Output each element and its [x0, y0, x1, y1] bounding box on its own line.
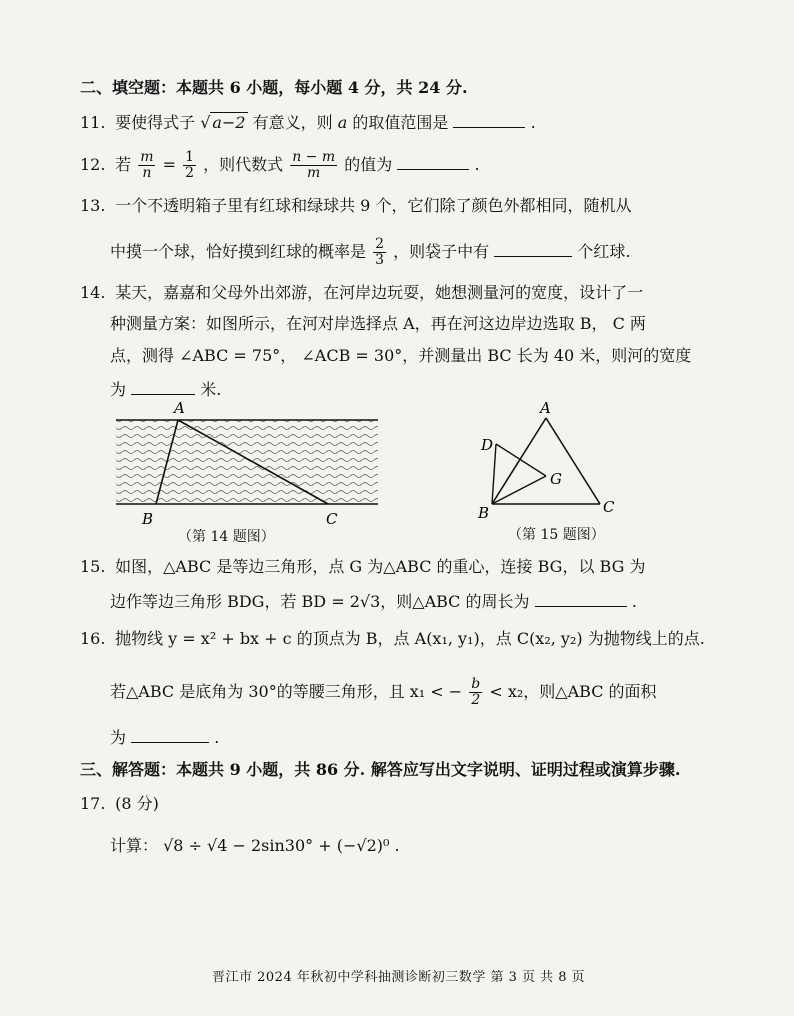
fraction-two-thirds: [373, 237, 386, 268]
question-17-expression: [110, 835, 400, 857]
point-label-c: C: [603, 498, 615, 516]
point-label-b: B: [142, 510, 154, 528]
numerator: 2: [375, 236, 385, 252]
answer-blank[interactable]: [131, 378, 195, 395]
equals-sign: =: [162, 155, 176, 174]
denominator: n: [142, 165, 152, 181]
question-number: 17.: [80, 794, 106, 813]
question-text: < x₂，则△ABC 的面积: [489, 682, 657, 701]
answer-blank[interactable]: [397, 153, 469, 170]
question-text: 为: [110, 728, 127, 747]
river-water: [116, 420, 378, 504]
question-text: 一个不透明箱子里有红球和绿球共 9 个，它们除了颜色外都相同，随机从: [115, 196, 632, 215]
numerator: n − m: [292, 149, 336, 165]
side-ab: [492, 418, 546, 504]
figure-15-triangle-diagram: [470, 400, 620, 522]
point-label-c: C: [326, 510, 338, 528]
radicand: a−2: [212, 113, 246, 132]
question-16-line-3: [110, 726, 219, 749]
question-end: .: [631, 592, 637, 611]
point-label-b: B: [478, 504, 490, 522]
question-text: 边作等边三角形 BDG，若 BD = 2√3，则△ABC 的周长为: [110, 592, 530, 611]
segment-dg: [496, 444, 546, 476]
question-text: 种测量方案：如图所示，在河对岸选择点 A，再在河这边岸边选取 B， C 两: [110, 314, 646, 333]
question-number: 13.: [80, 196, 106, 215]
question-number: 14.: [80, 283, 106, 302]
question-text: 若: [115, 155, 132, 174]
question-17-header: [80, 793, 159, 815]
section-heading-solutions: [80, 759, 680, 781]
question-end: .: [530, 113, 536, 132]
fraction-n-minus-m-over-m: [290, 150, 337, 181]
point-label-a: A: [540, 400, 551, 417]
question-end: .: [214, 728, 220, 747]
fraction-m-over-n: [138, 150, 155, 181]
figure-14-river-diagram: [110, 400, 390, 530]
question-15-line-1: [80, 556, 645, 578]
denominator: 3: [375, 252, 385, 268]
figure-15-caption: （第 15 题图）: [508, 527, 605, 543]
section-heading-text: 二、填空题：本题共 6 小题，每小题 4 分，共 24 分.: [80, 78, 468, 97]
sqrt-expression: √ a−2: [200, 113, 246, 132]
section-heading-text: 三、解答题：本题共 9 小题，共 86 分. 解答应写出文字说明、证明过程或演算步骤.: [80, 760, 681, 779]
question-points: (8 分): [115, 794, 159, 813]
question-12: [80, 150, 480, 181]
fraction-one-half: [183, 150, 196, 181]
question-end: .: [474, 155, 480, 174]
denominator: 2: [185, 165, 194, 181]
fraction-b-over-2: [469, 677, 482, 708]
question-number: 16.: [80, 629, 106, 648]
question-14-line-1: [80, 282, 643, 304]
side-ac: [546, 418, 600, 504]
point-label-a: A: [174, 400, 185, 417]
answer-blank[interactable]: [453, 111, 525, 128]
question-text: 要使得式子: [115, 113, 196, 132]
answer-blank[interactable]: [494, 240, 572, 257]
denominator: 2: [471, 692, 481, 708]
question-text: 计算： √8 ÷ √4 − 2sin30° + (−√2)⁰ .: [110, 836, 400, 855]
question-text: 某天，嘉嘉和父母外出郊游，在河岸边玩耍，她想测量河的宽度，设计了一: [115, 283, 644, 302]
question-text: 有意义，则: [252, 113, 333, 132]
question-11: [80, 111, 536, 134]
question-text: 抛物线 y = x² + bx + c 的顶点为 B，点 A(x₁, y₁)，点 C(x₂, y₂) 为抛物线上的点.: [115, 629, 705, 648]
variable: a: [337, 113, 348, 132]
figure-14-caption: （第 14 题图）: [178, 529, 275, 545]
page-footer: 晋江市 2024 年秋初中学科抽测诊断初三数学 第 3 页 共 8 页: [212, 970, 586, 985]
answer-blank[interactable]: [131, 726, 209, 743]
question-text: 的取值范围是: [352, 113, 449, 132]
numerator: b: [471, 676, 481, 692]
answer-blank[interactable]: [535, 590, 627, 607]
section-heading-fill-in: [80, 77, 468, 99]
question-16-line-2: [110, 677, 657, 708]
question-13-line-1: [80, 195, 631, 217]
question-14-line-3: [110, 345, 691, 367]
question-text: 如图，△ABC 是等边三角形，点 G 为△ABC 的重心，连接 BG，以 BG 为: [115, 557, 646, 576]
numerator: 1: [185, 149, 194, 165]
question-number: 15.: [80, 557, 106, 576]
question-text: ，则代数式: [203, 155, 284, 174]
question-15-line-2: [110, 590, 637, 613]
question-16-line-1: [80, 628, 705, 650]
question-number: 12.: [80, 155, 106, 174]
denominator: m: [307, 165, 321, 181]
question-text: 个红球.: [577, 242, 631, 261]
question-14-line-4: [110, 378, 221, 401]
point-label-g: G: [550, 470, 562, 488]
numerator: m: [140, 149, 154, 165]
question-text: 中摸一个球，恰好摸到红球的概率是: [110, 242, 367, 261]
question-text: ，则袋子中有: [393, 242, 490, 261]
question-text: 若△ABC 是底角为 30°的等腰三角形，且 x₁ < −: [110, 682, 463, 701]
question-text: 米.: [200, 380, 222, 399]
question-text: 为: [110, 380, 127, 399]
question-number: 11.: [80, 113, 106, 132]
question-13-line-2: [110, 237, 630, 268]
point-label-d: D: [481, 436, 494, 454]
question-text: 点，测得 ∠ABC = 75°， ∠ACB = 30°，并测量出 BC 长为 40 米，则河的宽度: [110, 346, 692, 365]
question-14-line-2: [110, 313, 646, 335]
question-text: 的值为: [344, 155, 393, 174]
